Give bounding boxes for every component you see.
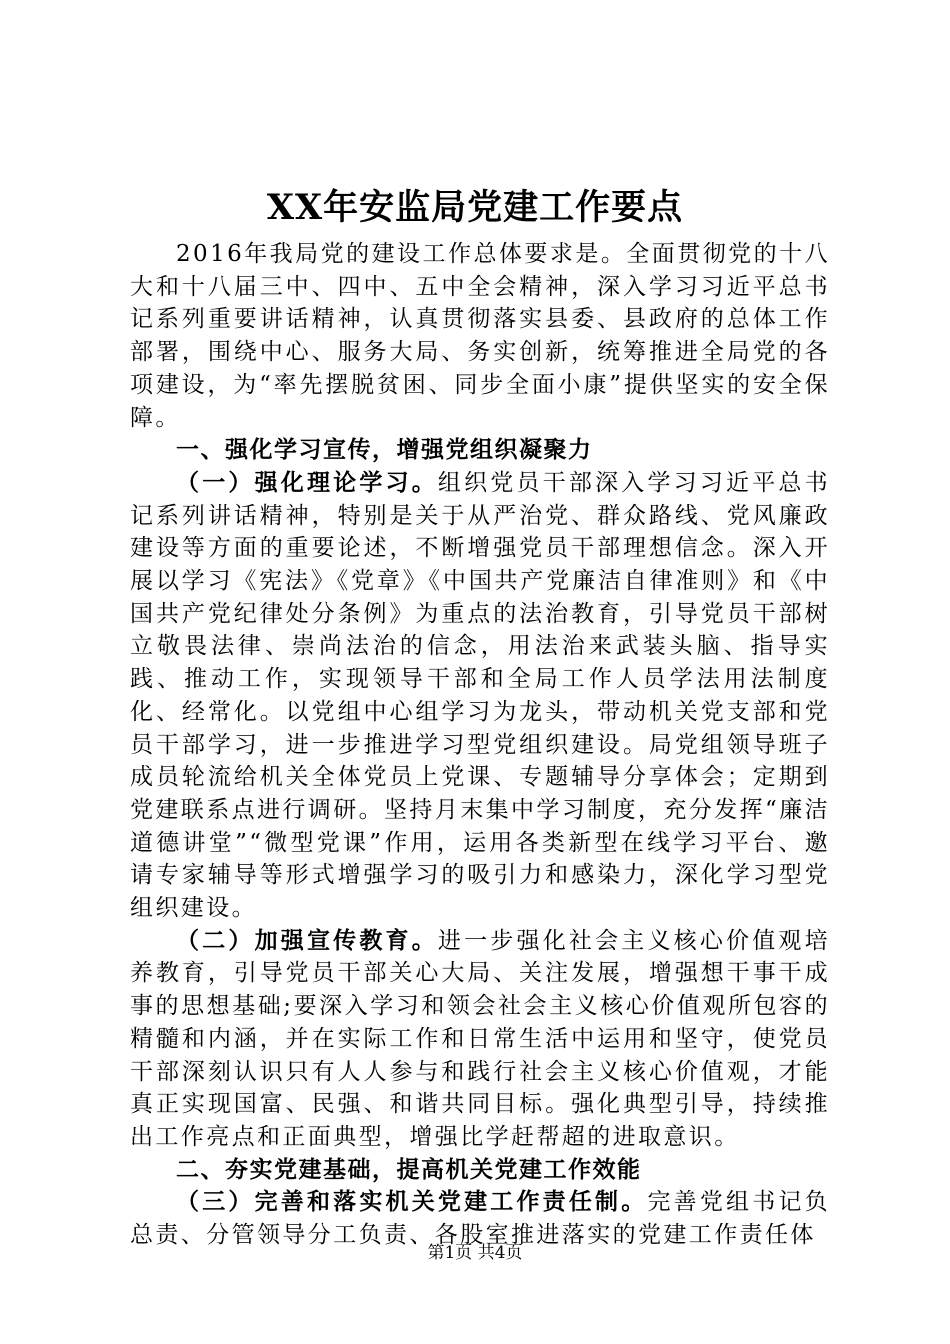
item-lead-2: （二）加强宣传教育。 — [176, 926, 438, 954]
item-text-3: 完善党组书记负总责、分管领导分工负责、各股室推进落实的党建工作责任体 — [130, 1189, 830, 1249]
item-paragraph-1 — [130, 467, 830, 925]
item-paragraph-2 — [130, 925, 830, 1154]
item-lead-1: （一）强化理论学习。 — [176, 468, 438, 496]
item-text-2: 进一步强化社会主义核心价值观培养教育，引导党员干部关心大局、关注发展，增强想干事干成事的思想基础;要深入学习和领会社会主义核心价值观所包容的精髓和内涵，并在实际工作和日常生活中运用和坚守，使党员干部深刻认识只有人人参与和践行社会主义核心价值观，才能真正实现国富、民强、和谐共同目标。强化典型引导，持续推出工作亮点和正面典型，增强比学赶帮超的进取意识。 — [130, 927, 831, 1150]
section-heading-2: 二、夯实党建基础，提高机关党建工作效能 — [176, 1155, 642, 1183]
document-body — [130, 238, 830, 1252]
section-heading-1: 一、强化学习宣传，增强党组织凝聚力 — [176, 436, 593, 464]
page-number-footer: 第1页 共4页 — [427, 1243, 523, 1263]
item-lead-3: （三）完善和落实机关党建工作责任制。 — [176, 1188, 648, 1216]
item-text-1: 组织党员干部深入学习习近平总书记系列讲话精神，特别是关于从严治党、群众路线、党风廉政建设等方面的重要论述，不断增强党员干部理想信念。深入开展以学习《宪法》《党章》《中国共产党廉洁自律准则》和《中国共产党纪律处分条例》为重点的法治教育，引导党员干部树立敬畏法律、崇尚法治的信念，用法治来武装头脑、指导实践、推动工作，实现领导干部和全局工作人员学法用法制度化、经常化。以党组中心组学习为龙头，带动机关党支部和党员干部学习，进一步推进学习型党组织建设。局党组领导班子成员轮流给机关全体党员上党课、专题辅导分享体会；定期到党建联系点进行调研。坚持月末集中学习制度，充分发挥“廉洁道德讲堂”“微型党课”作用，运用各类新型在线学习平台、邀请专家辅导等形式增强学习的吸引力和感染力，深化学习型党组织建设。 — [130, 469, 831, 922]
intro-paragraph: 2016年我局党的建设工作总体要求是。全面贯彻党的十八大和十八届三中、四中、五中全会精神，深入学习习近平总书记系列重要讲话精神，认真贯彻落实县委、县政府的总体工作部署，围绕中心、服务大局、务实创新，统筹推进全局党的各项建设，为“率先摆脱贫困、同步全面小康”提供坚实的安全保障。 — [130, 241, 830, 431]
document-title: XX年安监局党建工作要点 — [266, 187, 684, 228]
